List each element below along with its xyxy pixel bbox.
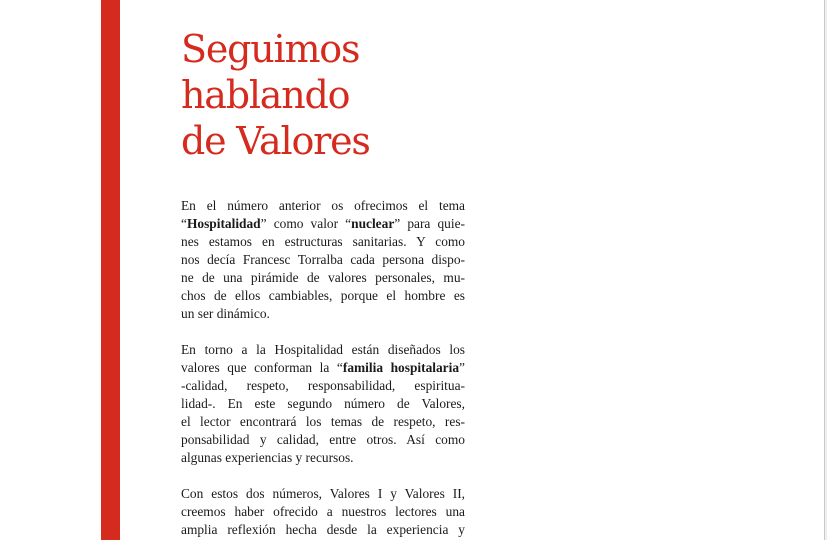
- text-line: un ser dinámico.: [181, 306, 270, 321]
- text-line: nos decía Francesc Torralba cada persona dispo-: [181, 252, 465, 267]
- text-line: el lector encontrará los temas de respeto, res-: [181, 414, 465, 429]
- text-fragment: ” como valor “: [260, 216, 352, 231]
- text-line: ne de una pirámide de valores personales, mu-: [181, 270, 465, 285]
- bold-term-nuclear: nuclear: [351, 216, 395, 231]
- article-body: [181, 197, 465, 540]
- title-line-1: Seguimos: [181, 27, 360, 71]
- text-line: ponsabilidad y calidad, entre otros. Así como: [181, 432, 465, 447]
- bold-term-familia-hospitalaria: familia hospitalaria: [342, 360, 460, 375]
- text-line: [181, 359, 465, 377]
- text-line: lidad-. En este segundo número de Valores,: [181, 396, 465, 411]
- text-line: [181, 215, 465, 233]
- bold-term-hospitalidad: Hospitalidad: [186, 216, 261, 231]
- paragraph-1: [181, 197, 465, 323]
- text-fragment: “: [181, 216, 187, 231]
- text-fragment: valores que conforman la “: [181, 360, 343, 375]
- title-line-3: de Valores: [181, 119, 370, 163]
- red-margin-bar: [101, 0, 120, 540]
- text-line: En torno a la Hospitalidad están diseñados los: [181, 342, 465, 357]
- text-line: nes estamos en estructuras sanitarias. Y como: [181, 234, 465, 249]
- text-line: algunas experiencias y recursos.: [181, 450, 354, 465]
- text-line: -calidad, respeto, responsabilidad, espiritua-: [181, 378, 465, 393]
- text-line: En el número anterior os ofrecimos el tema: [181, 198, 465, 213]
- paragraph-2: [181, 341, 465, 467]
- paragraph-3: [181, 485, 465, 539]
- text-fragment: ” para quie-: [394, 216, 465, 231]
- text-line: chos de ellos cambiables, porque el hombre es: [181, 288, 465, 303]
- title-line-2: hablando: [181, 73, 350, 117]
- text-line: Con estos dos números, Valores I y Valores II,: [181, 486, 465, 501]
- text-fragment: ”: [459, 360, 465, 375]
- text-line: creemos haber ofrecido a nuestros lectores una: [181, 504, 465, 519]
- text-line: amplia reflexión hecha desde la experiencia y: [181, 522, 465, 537]
- page-title: [181, 26, 370, 164]
